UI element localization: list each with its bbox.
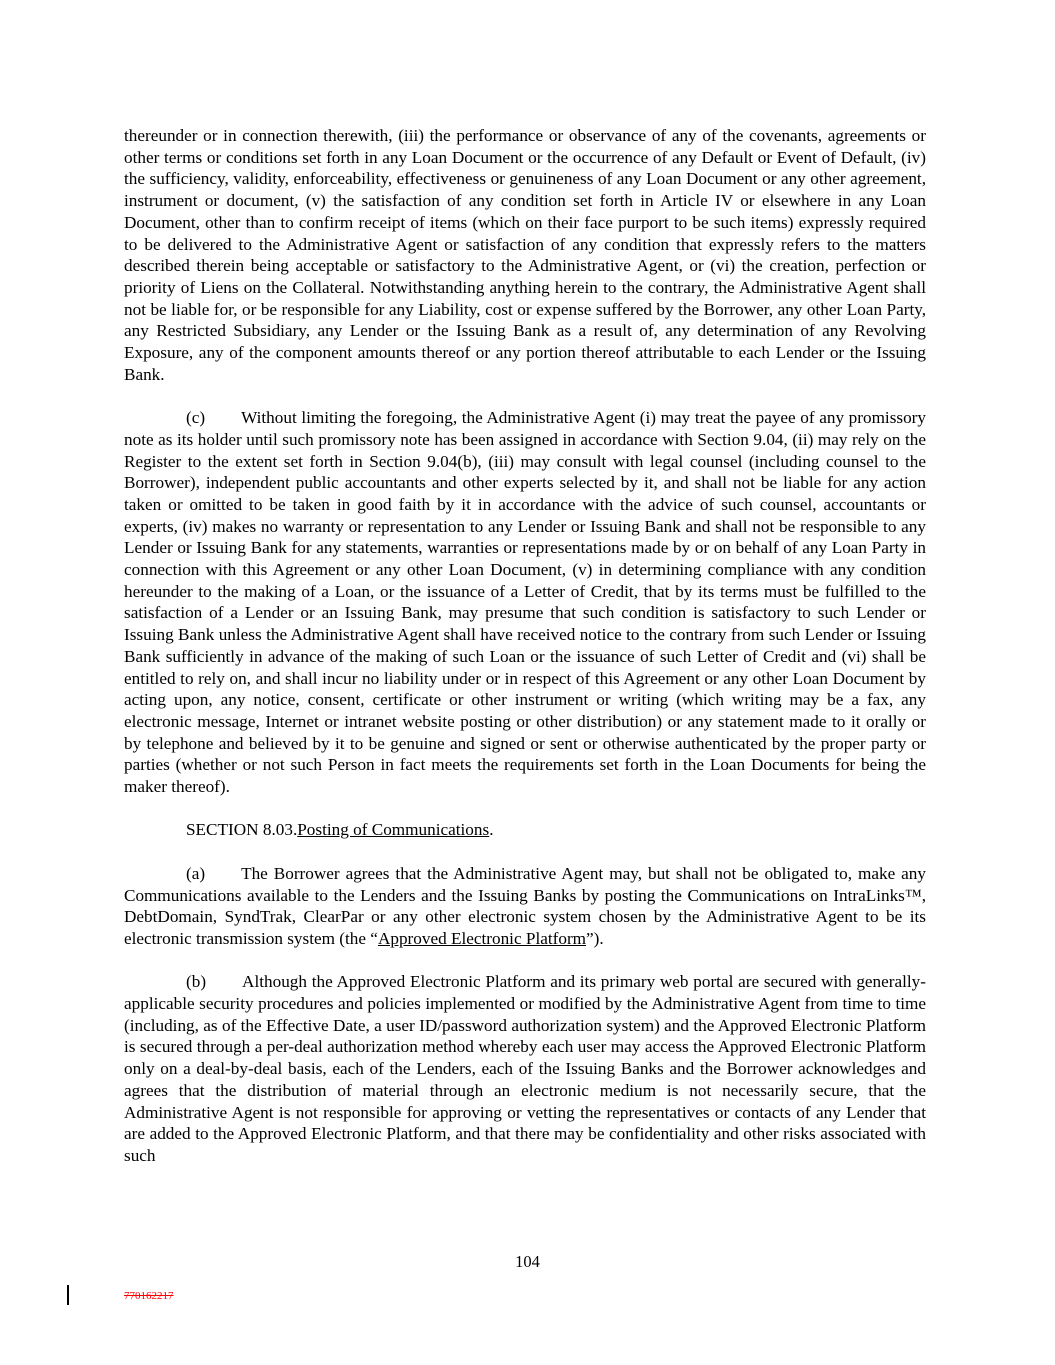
section-title: Posting of Communications: [297, 820, 490, 840]
defined-term: Approved Electronic Platform: [377, 928, 587, 948]
section-heading: [124, 819, 926, 841]
document-id: 770162217: [124, 1290, 174, 1302]
change-bar: [67, 1285, 69, 1305]
paragraph-a-label: (a): [186, 863, 206, 883]
paragraph-b: [124, 971, 926, 1166]
paragraph-a-end: ”).: [586, 928, 604, 948]
paragraph-b-label: (b): [186, 972, 207, 992]
paragraph-a-text: The Borrower agrees that the Administrative Agent may, but shall not be obligated to, make any Communications available to the Lenders and the Issuing Banks by posting the Communications on IntraLinks™, DebtDomain, SyndTrak, ClearPar or any other electronic system chosen by the Administrative Agent to be its electronic transmission system (the “: [124, 863, 926, 948]
paragraph-c: [124, 407, 926, 798]
section-number: SECTION 8.03.: [186, 820, 298, 840]
document-body: [124, 125, 926, 1167]
paragraph-continued: thereunder or in connection therewith, (iii) the performance or observance of any of the covenants, agreements or other terms or conditions set forth in any Loan Document or the occurrence of any Default or Event of Default, (iv) the sufficiency, validity, enforceability, effectiveness or genuineness of any Loan Document or any other agreement, instrument or document, (v) the satisfaction of any condition set forth in Article IV or elsewhere in any Loan Document, other than to confirm receipt of items (which on their face purport to be such items) expressly required to be delivered to the Administrative Agent or satisfaction of any condition that expressly refers to the matters described therein being acceptable or satisfactory to the Administrative Agent, or (vi) the creation, perfection or priority of Liens on the Collateral. Notwithstanding anything herein to the contrary, the Administrative Agent shall not be liable for, or be responsible for any Liability, cost or expense suffered by the Borrower, any other Loan Party, any Restricted Subsidiary, any Lender or the Issuing Bank as a result of, any determination of any Revolving Exposure, any of the component amounts thereof or any portion thereof attributable to each Lender or the Issuing Bank.: [124, 126, 926, 384]
paragraph-b-text: Although the Approved Electronic Platform and its primary web portal are secured with generally-applicable security procedures and policies implemented or modified by the Administrative Agent from time to time (including, as of the Effective Date, a user ID/password authorization system) and the Approved Electronic Platform is secured through a per-deal authorization method whereby each user may access the Approved Electronic Platform only on a deal-by-deal basis, each of the Lenders, each of the Issuing Banks and the Borrower acknowledges and agrees that the distribution of material through an electronic medium is not necessarily secure, that the Administrative Agent is not responsible for approving or vetting the representatives or contacts of any Lender that are added to the Approved Electronic Platform, and that there may be confidentiality and other risks associated with such: [124, 972, 926, 1165]
paragraph-c-text: Without limiting the foregoing, the Administrative Agent (i) may treat the payee of any promissory note as its holder until such promissory note has been assigned in accordance with Section 9.04, (ii) may rely on the Register to the extent set forth in Section 9.04(b), (iii) may consult with legal counsel (including counsel to the Borrower), independent public accountants and other experts selected by it, and shall not be liable for any action taken or omitted to be taken in good faith by it in accordance with the advice of such counsel, accountants or experts, (iv) makes no warranty or representation to any Lender or Issuing Bank and shall not be responsible to any Lender or Issuing Bank for any statements, warranties or representations made by or on behalf of any Loan Party in connection with this Agreement or any other Loan Document, (v) in determining compliance with any condition hereunder to the making of a Loan, or the issuance of a Letter of Credit, that by its terms must be fulfilled to the satisfaction of a Lender or an Issuing Bank, may presume that such condition is satisfactory to such Lender or Issuing Bank unless the Administrative Agent shall have received notice to the contrary from such Lender or Issuing Bank sufficiently in advance of the making of such Loan or the issuance of such Letter of Credit and (vi) shall be entitled to rely on, and shall incur no liability under or in respect of this Agreement or any other Loan Document by acting upon, any notice, consent, certificate or other instrument or writing (which writing may be a fax, any electronic message, Internet or intranet website posting or other distribution) or any statement made to it orally or by telephone and believed by it to be genuine and signed or sent or otherwise authenticated by the proper party or parties (whether or not such Person in fact meets the requirements set forth in the Loan Documents for being the maker thereof).: [124, 408, 926, 797]
section-period: .: [489, 820, 494, 840]
paragraph-c-label: (c): [186, 408, 206, 428]
page-number: 104: [515, 1252, 540, 1271]
paragraph-a: [124, 863, 926, 950]
